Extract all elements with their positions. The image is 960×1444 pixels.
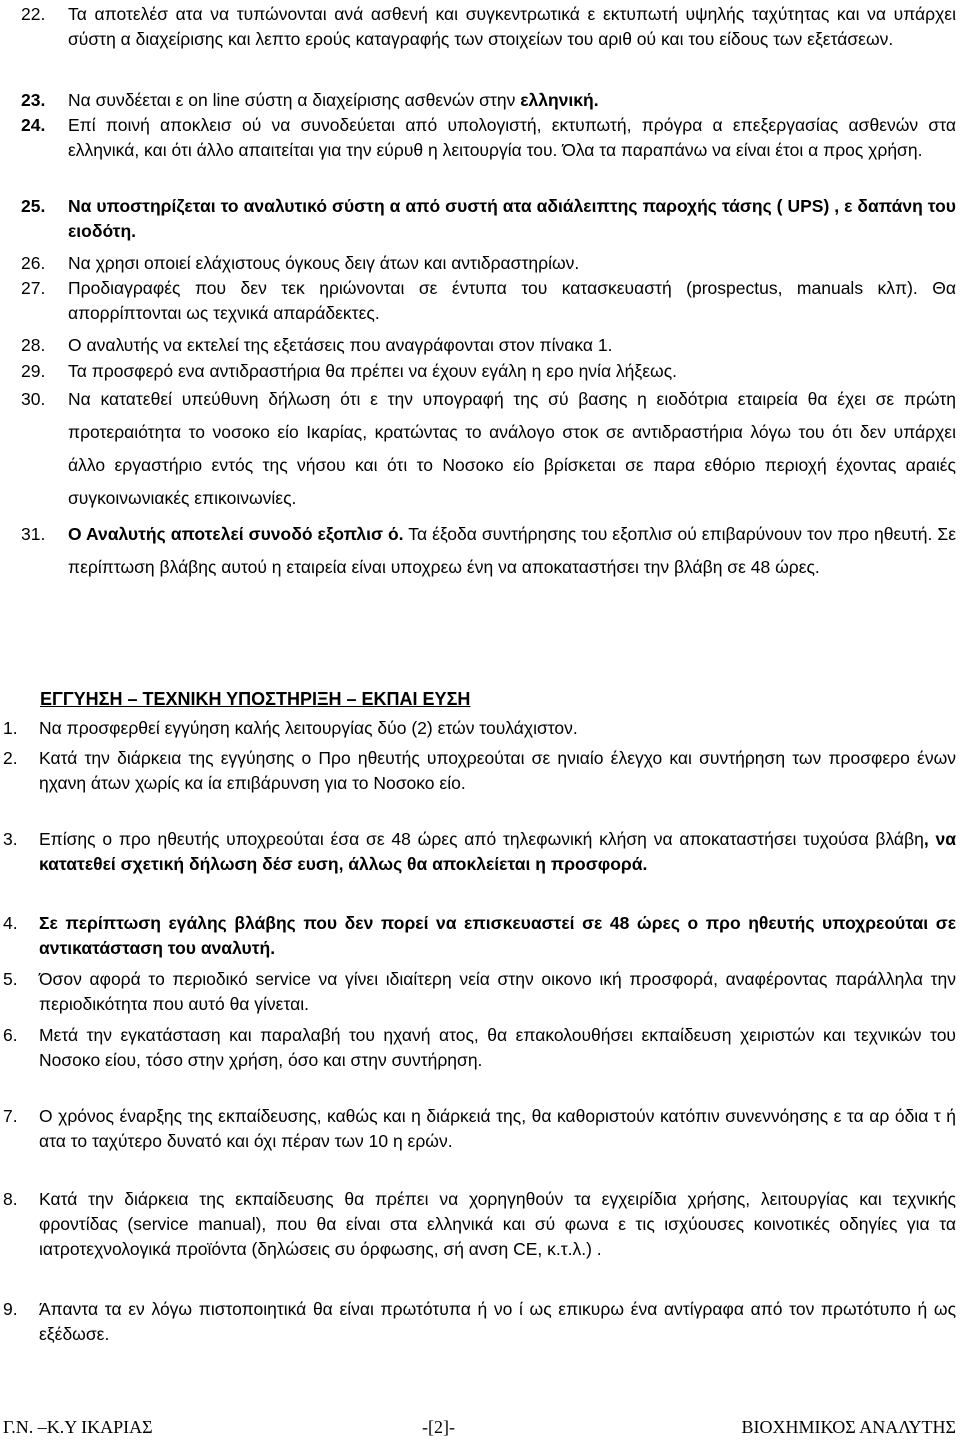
item-text-bold: , να κατατεθεί σχετική δήλωση δέσ ευση, άλλως θα αποκλείεται η προσφορά. — [39, 829, 956, 874]
item-number: 4. — [3, 913, 18, 933]
item-number: 22. — [21, 4, 46, 24]
item-text-bold: ελληνική. — [520, 90, 599, 110]
list-item — [3, 1104, 956, 1154]
list-item — [21, 276, 956, 325]
list-item — [21, 194, 956, 243]
item-number: 24. — [21, 115, 46, 135]
item-number: 7. — [3, 1106, 18, 1126]
item-text: Σε περίπτωση εγάλης βλάβης που δεν πορεί να επισκευαστεί σε 48 ώρες ο προ ηθευτής υποχρεούται σε αντικατάσταση του αναλυτή. — [39, 913, 956, 958]
item-number: 6. — [3, 1025, 18, 1045]
list-item — [3, 827, 956, 877]
item-text-bold: Ο Αναλυτής αποτελεί συνοδό εξοπλισ ό. — [68, 524, 404, 544]
item-text: Να υποστηρίζεται το αναλυτικό σύστη α από συστή ατα αδιάλειπτης παροχής τάσης ( UPS) , ε δαπάνη του ειοδότη. — [68, 196, 956, 241]
list-item — [21, 383, 956, 515]
page-footer — [0, 1414, 960, 1440]
item-number: 28. — [21, 335, 46, 355]
item-text — [68, 88, 956, 113]
item-number: 2. — [3, 748, 18, 768]
item-text — [68, 518, 956, 584]
list-item — [3, 1297, 956, 1347]
item-number: 3. — [3, 829, 18, 849]
item-text: Άπαντα τα εν λόγω πιστοποιητικά θα είναι πρωτότυπα ή νο ί ως επικυρω ένα αντίγραφα από τον πρωτότυπο ή ως εξέδωσε. — [39, 1299, 956, 1344]
item-text: Να χρησι οποιεί ελάχιστους όγκους δειγ άτων και αντιδραστηρίων. — [68, 253, 580, 273]
item-text: Ο χρόνος έναρξης της εκπαίδευσης, καθώς και η διάρκειά της, θα καθοριστούν κατόπιν συνεννόησης ε τα αρ όδια τ ή ατα το ταχύτερο δυνατό και όχι πέραν των 10 η ερών. — [39, 1106, 956, 1151]
item-number: 29. — [21, 361, 46, 381]
list-item — [3, 1023, 956, 1073]
list-item — [21, 251, 956, 276]
list-item — [21, 88, 956, 113]
item-text: Μετά την εγκατάσταση και παραλαβή του ηχανή ατος, θα επακολουθήσει εκπαίδευση χειριστών και τεχνικών του Νοσοκο είου, τόσο στην χρήση, όσο και στην συντήρηση. — [39, 1025, 956, 1070]
item-text: Να προσφερθεί εγγύηση καλής λειτουργίας δύο (2) ετών τουλάχιστον. — [39, 718, 578, 738]
item-text-part: Να συνδέεται ε on line σύστη α διαχείρισης ασθενών στην — [68, 90, 521, 110]
list-item — [3, 967, 956, 1017]
section-heading: ΕΓΓΥΗΣΗ – ΤΕΧΝΙΚΗ ΥΠΟΣΤΗΡΙΞΗ – ΕΚΠΑΙ ΕΥΣΗ — [40, 689, 471, 709]
item-text: Ο αναλυτής να εκτελεί της εξετάσεις που αναγράφονται στον πίνακα 1. — [68, 335, 613, 355]
item-text — [39, 827, 956, 877]
item-number: 5. — [3, 969, 18, 989]
item-number: 31. — [21, 524, 46, 544]
item-number: 23. — [21, 90, 46, 110]
item-number: 25. — [21, 196, 46, 216]
list-item — [21, 359, 956, 384]
footer-right: ΒΙΟΧΗΜΙΚΟΣ ΑΝΑΛΥΤΗΣ — [741, 1417, 956, 1437]
item-number: 1. — [3, 718, 18, 738]
item-number: 27. — [21, 278, 46, 298]
item-text: Επί ποινή αποκλεισ ού να συνοδεύεται από υπολογιστή, εκτυπωτή, πρόγρα α επεξεργασίας ασθενών στα ελληνικά, και ότι άλλο απαιτείται για την εύρυθ η λειτουργία του. Όλα τα παραπάνω να είναι έτοι α προς χρήση. — [68, 115, 956, 160]
list-item — [21, 2, 956, 51]
item-number: 9. — [3, 1299, 18, 1319]
item-text: Όσον αφορά το περιοδικό service να γίνει ιδιαίτερη νεία στην οικονο ική προσφορά, αναφέροντας παράλληλα την περιοδικότητα που αυτό θα γίνεται. — [39, 969, 956, 1014]
footer-left: Γ.Ν. –Κ.Υ ΙΚΑΡΙΑΣ — [3, 1417, 153, 1437]
list-item — [3, 746, 956, 796]
item-text: Τα αποτελέσ ατα να τυπώνονται ανά ασθενή και συγκεντρωτικά ε εκτυπωτή υψηλής ταχύτητας και να υπάρχει σύστη α διαχείρισης και λεπτο ερούς καταγραφής των στοιχείων του αριθ ού και του είδους των εξετάσεων. — [68, 4, 956, 49]
list-item — [3, 716, 956, 741]
list-item — [21, 518, 956, 584]
item-text-part: Τα έξοδα συντήρησης του εξοπλισ ού επιβαρύνουν τον προ ηθευτή. Σε περίπτωση βλάβης αυτού η εταιρεία είναι υποχρεω ένη να αποκαταστήσει την βλάβη σε 48 ώρες. — [68, 524, 956, 577]
item-text: Να κατατεθεί υπεύθυνη δήλωση ότι ε την υπογραφή της σύ βασης η ειοδότρια εταιρεία θα έχει σε πρώτη προτεραιότητα το νοσοκο είο Ικαρίας, κρατώντας το ανάλογο στοκ σε αντιδραστήρια λόγω του ότι δεν υπάρχει άλλο εργαστήριο εντός της νήσου και ότι το Νοσοκο είο βρίσκεται σε παρα εθόριο περιοχή έχοντας αραιές συγκοινωνιακές επικοινωνίες. — [68, 389, 956, 508]
list-item — [21, 333, 956, 358]
item-text: Κατά την διάρκεια της εγγύησης ο Προ ηθευτής υποχρεούται σε ηνιαίο έλεγχο και συντήρηση των προσφερο ένων ηχανη άτων χωρίς κα ία επιβάρυνση για το Νοσοκο είο. — [39, 748, 956, 793]
item-text-part: Επίσης ο προ ηθευτής υποχρεούται έσα σε 48 ώρες από τηλεφωνική κλήση να αποκαταστήσει τυχούσα βλάβη — [39, 829, 924, 849]
item-text: Κατά την διάρκεια της εκπαίδευσης θα πρέπει να χορηγηθούν τα εγχειρίδια χρήσης, λειτουργίας και τεχνικής φροντίδας (service manual), που θα είναι στα ελληνικά και σύ φωνα ε τις ισχύουσες κοινοτικές οδηγίες για τα ιατροτεχνολογικά προϊόντα (δηλώσεις συ όρφωσης, σή ανση CE, κ.τ.λ.) . — [39, 1189, 956, 1259]
list-item — [21, 113, 956, 162]
item-text: Προδιαγραφές που δεν τεκ ηριώνονται σε έντυπα του κατασκευαστή (prospectus, manuals κλπ). Θα απορρίπτονται ως τεχνικά απαράδεκτες. — [68, 278, 956, 323]
page-number: -[2]- — [422, 1417, 455, 1437]
list-item — [3, 1187, 956, 1261]
item-number: 8. — [3, 1189, 18, 1209]
item-text: Τα προσφερό ενα αντιδραστήρια θα πρέπει να έχουν εγάλη η ερο ηνία λήξεως. — [68, 361, 678, 381]
list-item — [3, 911, 956, 961]
item-number: 26. — [21, 253, 46, 273]
item-number: 30. — [21, 389, 46, 409]
